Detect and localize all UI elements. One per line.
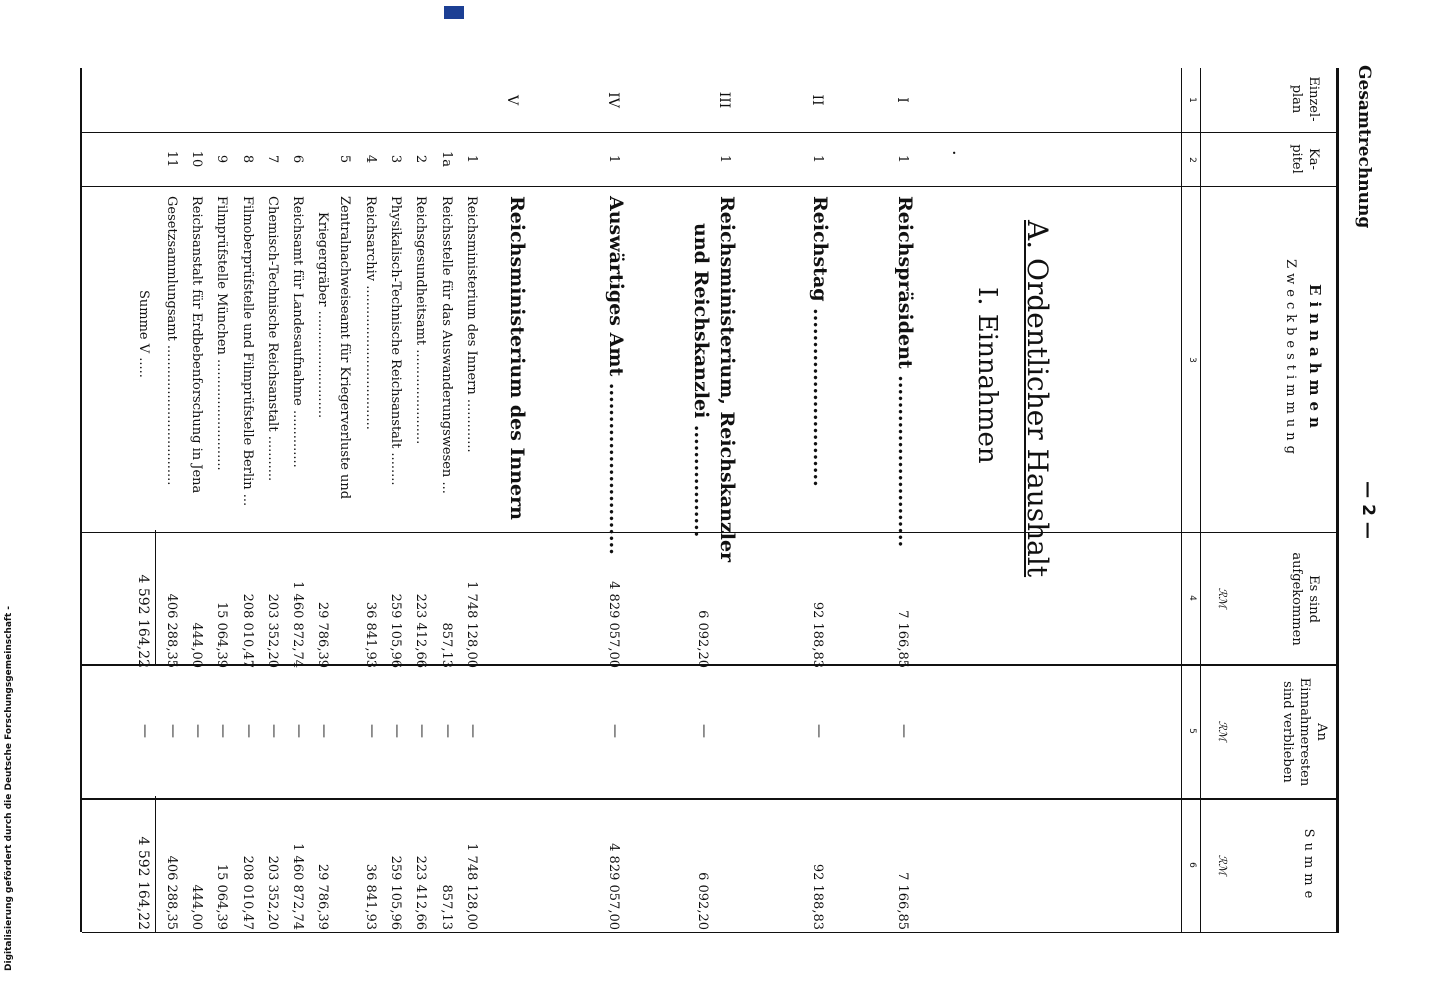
kapitel-IV-1: 1 — [606, 154, 621, 164]
plan-IV: IV — [605, 92, 621, 108]
section-a-heading: A. Ordentlicher Haushalt — [1021, 220, 1054, 578]
group-v-item-rest: — — [190, 724, 206, 738]
rest-reichspraesident: — — [896, 724, 912, 738]
total-rule-amount — [155, 530, 156, 664]
header-bottom-rule — [1181, 68, 1182, 932]
rest-reichstag: — — [811, 724, 827, 738]
group-v-kapitel: 3 — [388, 154, 404, 164]
rest-reichskanzlei: — — [696, 724, 712, 738]
group-v-kapitel: 6 — [290, 154, 306, 164]
col-number-4: 4 — [1187, 595, 1197, 601]
group-v-item-amount: 259 105,96 — [388, 593, 404, 668]
amount-reichspraesident: 7 166,85 — [895, 610, 910, 668]
col-number-1: 1 — [1187, 97, 1197, 103]
total-v-amount: 4 592 164,22 — [135, 574, 151, 668]
group-v-item-rest: — — [291, 724, 308, 738]
group-v-kapitel: 4 — [362, 154, 378, 164]
group-v-title: Reichsministerium des Innern — [506, 196, 528, 520]
col-header-zweckbestimmung: Zweckbestimmung — [1283, 259, 1298, 459]
page-number: — 2 — — [1358, 481, 1378, 539]
amount-reichskanzlei: 6 092,20 — [695, 610, 710, 668]
col-number-2: 2 — [1187, 157, 1197, 163]
sum-reichskanzlei: 6 092,20 — [695, 872, 710, 930]
group-v-item-sum: 1 460 872,74 — [290, 843, 306, 930]
group-v-kapitel: 7 — [264, 154, 280, 164]
row-text-reichsministerium-line1: Reichsministerium, Reichskanzler — [716, 196, 738, 563]
group-v-item-sum: 29 786,39 — [315, 863, 331, 930]
total-v-label: Summe V ..... — [136, 290, 151, 378]
group-v-kapitel: 11 — [163, 150, 179, 168]
group-v-item-rest: — — [465, 724, 481, 738]
sum-reichstag: 92 188,83 — [810, 863, 825, 930]
group-v-kapitel: 9 — [214, 154, 230, 164]
col-divider-1 — [82, 132, 1339, 133]
group-v-item-amount: 1 748 128,00 — [464, 581, 479, 668]
sum-reichspraesident: 7 166,85 — [895, 872, 910, 930]
group-v-item-rest: — — [240, 724, 257, 738]
total-rule-sum — [155, 796, 156, 932]
group-v-item-sum: 259 105,96 — [388, 855, 404, 930]
kapitel-I-1: 1 — [895, 154, 910, 164]
row-text-reichsministerium-line2: und Reichskanzlei ................. — [690, 223, 712, 538]
group-v-item-sum: 444,00 — [189, 884, 204, 930]
group-v-item-amount: 444,00 — [189, 622, 204, 668]
kapitel-III-1: 1 — [717, 154, 732, 164]
row-text-reichspraesident: Reichspräsident .......................... — [894, 196, 916, 548]
footer-credit: Digitalisierung gefördert durch die Deutsche Forschungsgemeinschaft - — [4, 606, 14, 971]
row-text-reichstag: Reichstag ........................... — [809, 196, 831, 487]
group-v-item-amount: 1 460 872,74 — [290, 581, 306, 668]
dot-mark: · — [943, 150, 964, 156]
col-header-aufgekommen: Es sind aufgekommen — [1289, 552, 1321, 646]
group-v-item-text: Filmprüfstelle München ........................... — [214, 196, 230, 471]
group-v-item-rest: — — [265, 724, 282, 738]
unit-col6: ℛℳ — [1216, 854, 1229, 876]
group-v-item-text: Gesetzsammlungsamt .................................. — [163, 196, 179, 486]
group-v-item-amount: 223 412,66 — [413, 593, 429, 668]
group-v-item-text: Reichsministerium des Innern ............. — [464, 196, 479, 453]
group-v-item-sum: 223 412,66 — [413, 855, 429, 930]
unit-col4: ℛℳ — [1216, 587, 1229, 609]
group-v-item-text-line2: Kriegergräber .......................... — [315, 212, 331, 419]
col-header-einnahmen: Einnahmen — [1306, 284, 1324, 434]
group-v-item-rest: — — [389, 724, 406, 738]
column-number-rule — [1200, 68, 1201, 932]
row-text-auswaertiges-amt: Auswärtiges Amt .......................... — [605, 196, 627, 555]
group-v-kapitel: 2 — [413, 154, 429, 164]
col-header-kapitel: Ka- pitel — [1289, 144, 1321, 174]
sum-auswaertiges-amt: 4 829 057,00 — [606, 843, 621, 930]
group-v-item-sum: 203 352,20 — [264, 855, 280, 930]
amount-auswaertiges-amt: 4 829 057,00 — [606, 581, 621, 668]
group-v-item-text: Reichsanstalt für Erdbebenforschung in Jena — [189, 196, 204, 494]
col-header-summe: Summe — [1301, 828, 1316, 904]
plan-III: III — [716, 91, 732, 109]
group-v-item-text: Filmoberprüfstelle und Filmprüfstelle Berlin ... — [239, 196, 255, 507]
group-v-item-sum: 857,13 — [438, 884, 454, 930]
group-v-item-amount: 208 010,47 — [239, 593, 255, 668]
group-v-item-rest: — — [414, 724, 431, 738]
col-number-5: 5 — [1187, 728, 1197, 734]
group-v-kapitel: 1a — [438, 150, 454, 168]
group-v-kapitel: 5 — [337, 154, 353, 164]
col-number-3: 3 — [1187, 357, 1197, 363]
plan-V: V — [504, 94, 520, 106]
rest-auswaertiges-amt: — — [607, 724, 623, 738]
group-v-item-text: Reichsgesundheitsamt ....................... — [413, 196, 429, 445]
group-v-item-amount: 406 288,35 — [163, 593, 179, 668]
section-i-heading: I. Einnahmen — [972, 287, 1002, 464]
group-v-item-sum: 36 841,93 — [362, 863, 378, 930]
group-v-item-rest: — — [316, 724, 333, 738]
page-right-border — [82, 932, 1339, 933]
group-v-item-text: Reichsarchiv ................................... — [362, 196, 378, 430]
kapitel-II-1: 1 — [810, 154, 825, 164]
group-v-item-rest: — — [439, 724, 456, 738]
col-divider-2 — [82, 186, 1339, 187]
group-v-item-text: Reichsamt für Landesaufnahme .............. — [290, 196, 306, 468]
group-v-item-sum: 15 064,39 — [214, 863, 230, 930]
col-header-einzelplan: Einzel- plan — [1289, 76, 1321, 122]
bottom-rule-right — [80, 178, 82, 932]
group-v-kapitel: 8 — [239, 154, 255, 164]
top-rule — [1336, 68, 1339, 932]
amount-reichstag: 92 188,83 — [810, 601, 825, 668]
group-v-item-rest: — — [164, 724, 181, 738]
group-v-item-amount: 203 352,20 — [264, 593, 280, 668]
plan-I: I — [894, 97, 910, 103]
group-v-item-amount: 29 786,39 — [315, 601, 331, 668]
group-v-kapitel: 1 — [464, 154, 479, 164]
running-title: Gesamtrechnung — [1354, 65, 1374, 229]
col-header-einnahmereste: An Einnahmeresten sind verblieben — [1280, 677, 1329, 787]
dfg-logo — [444, 6, 464, 19]
group-v-item-text: Reichsstelle für das Auswanderungswesen ... — [438, 196, 454, 494]
col-number-6: 6 — [1187, 862, 1197, 868]
group-v-item-rest: — — [215, 724, 232, 738]
group-v-item-rest: — — [363, 724, 380, 738]
group-v-item-text: Chemisch-Technische Reichsanstalt ........... — [264, 196, 280, 482]
group-v-item-text: Physikalisch-Technische Reichsanstalt ........ — [388, 196, 404, 486]
unit-col5: ℛℳ — [1216, 720, 1229, 742]
total-v-sum: 4 592 164,22 — [135, 836, 151, 930]
bottom-rule-left — [80, 68, 82, 178]
group-v-item-amount: 15 064,39 — [214, 601, 230, 668]
group-v-item-amount: 857,13 — [438, 622, 454, 668]
total-v-rest: — — [137, 724, 153, 738]
group-v-item-amount: 36 841,93 — [362, 601, 378, 668]
group-v-item-text-line1: Zentralnachweiseamt für Kriegerverluste und — [337, 196, 353, 500]
group-v-item-sum: 208 010,47 — [239, 855, 255, 930]
group-v-kapitel: 10 — [189, 150, 204, 168]
group-v-item-sum: 406 288,35 — [163, 855, 179, 930]
group-v-item-sum: 1 748 128,00 — [464, 843, 479, 930]
plan-II: II — [809, 94, 825, 106]
